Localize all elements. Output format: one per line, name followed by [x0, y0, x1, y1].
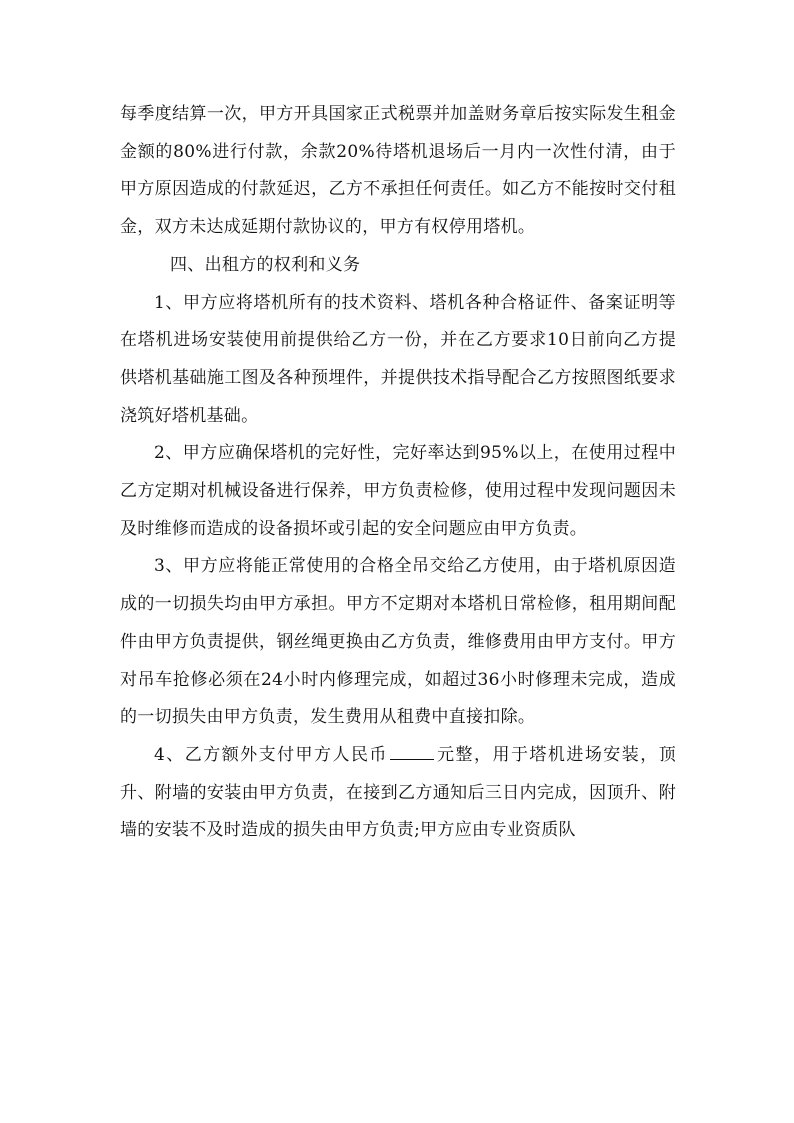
section-heading-lessor-rights: 四、出租方的权利和义务	[170, 254, 361, 275]
paragraph-payment-terms: 每季度结算一次，甲方开具国家正式税票并加盖财务章后按实际发生租金金额的80%进行付款，余款20%待塔机退场后一月内一次性付清，由于甲方原因造成的付款延迟，乙方不承担任何责任。如乙方不能按时交付租金，双方未达成延期付款协议的，甲方有权停用塔机。	[120, 104, 676, 238]
clause-4-text-after-blank: 元整，用于塔机进场安装，顶升、附墙的安装由甲方负责，在接到乙方通知后三日内完成，因顶升、附墙的安装不及时造成的损失由甲方负责;甲方应由专业资质队	[120, 744, 676, 841]
document-body	[120, 96, 676, 850]
paragraph-clause-2: 2、甲方应确保塔机的完好性，完好率达到95%以上，在使用过程中乙方定期对机械设备进行保养，甲方负责检修，使用过程中发现问题因未及时维修而造成的设备损坏或引起的安全问题应由甲方负责。	[120, 443, 676, 539]
amount-blank-line	[390, 741, 434, 760]
paragraph-clause-4	[120, 737, 676, 850]
paragraph-clause-3: 3、甲方应将能正常使用的合格全吊交给乙方使用，由于塔机原因造成的一切损失均由甲方承担。甲方不定期对本塔机日常检修，租用期间配件由甲方负责提供，钢丝绳更换由乙方负责，维修费用由甲方支付。甲方对吊车抢修必须在24小时内修理完成，如超过36小时修理未完成，造成的一切损失由甲方负责，发生费用从租费中直接扣除。	[120, 556, 676, 728]
paragraph-clause-1: 1、甲方应将塔机所有的技术资料、塔机各种合格证件、备案证明等在塔机进场安装使用前提供给乙方一份，并在乙方要求10日前向乙方提供塔机基础施工图及各种预埋件，并提供技术指导配合乙方按照图纸要求浇筑好塔机基础。	[120, 292, 676, 426]
clause-4-text-before-blank: 4、乙方额外支付甲方人民币	[154, 744, 388, 765]
